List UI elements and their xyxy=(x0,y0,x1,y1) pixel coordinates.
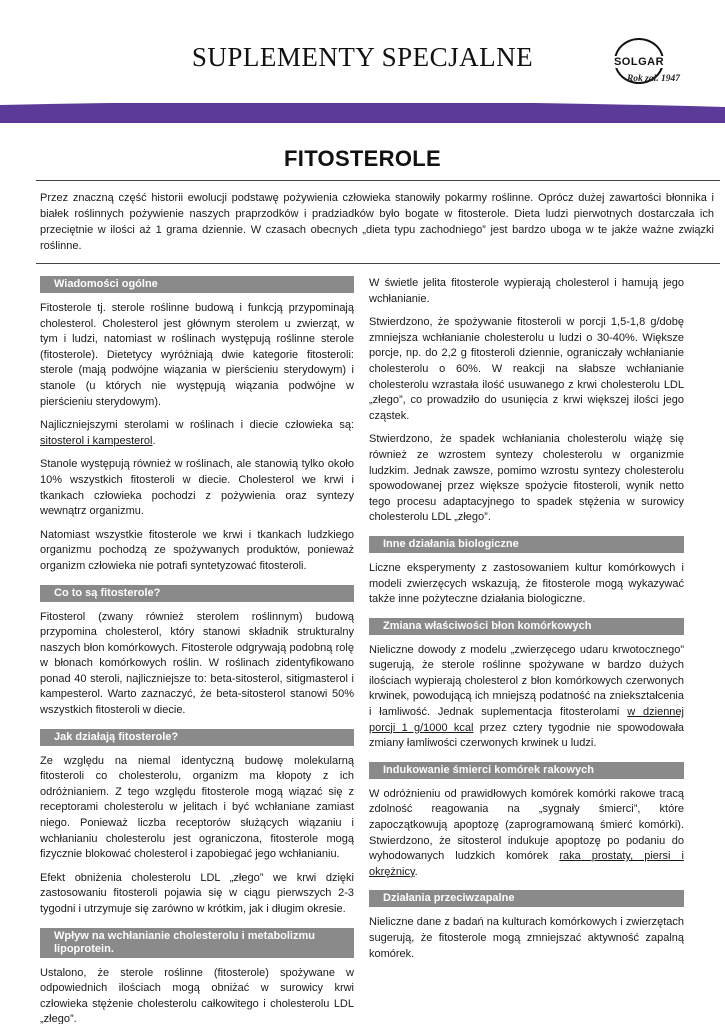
page-title: FITOSTEROLE xyxy=(284,146,441,171)
left-column xyxy=(40,276,354,1024)
paragraph: Fitosterole tj. sterole roślinne budową i funkcją przypominają cholesterol. Cholesterol jest głównym sterolem u zwierząt, w tym i ludzi, natomiast w roślinach występują roślinne sterole (fitosterole). Dietetycy wyróżniają dwie kategorie fitosteroli: sterole (mają podwójne wiązania w pierścieniu sterydowym) i stanole (u których nie występują wiązania podwójne w pierścieniu sterydowym). xyxy=(40,302,354,408)
section-heading-general: Wiadomości ogólne xyxy=(40,276,354,293)
section-heading-how-work: Jak działają fitosterole? xyxy=(40,729,354,746)
logo-name: SOLGAR xyxy=(610,56,668,68)
link-sitosterol[interactable]: sitosterol i kampesterol xyxy=(40,434,153,447)
solgar-logo xyxy=(598,32,678,92)
header-title: SUPLEMENTY SPECJALNE xyxy=(191,42,534,72)
paragraph: Liczne eksperymenty z zastosowaniem kultur komórkowych i modeli zwierzęcych wskazują, że fitosterole mogą wykazywać także inne pożyteczne działania biologiczne. xyxy=(369,561,684,606)
paragraph: Fitosterol (zwany również sterolem roślinnym) budową przypomina cholesterol, który stanowi składnik strukturalny naszych błon komórkowych. Fitosterole odgrywają podobną rolę w błonach komórkowych roślin. W roślinach zidentyfikowano ponad 40 steroli, najliczniejsze to: beta-sitosterol, sitigmasterol i kampesterol. Warto zaznaczyć, że beta-sitosterol stanowi 50% wszystkich fitosteroli w diecie. xyxy=(40,610,354,717)
title-rule-top xyxy=(36,180,720,181)
header-band xyxy=(0,103,725,123)
paragraph: Ze względu na niemal identyczną budowę molekularną fitosteroli co cholesterolu, organizm ma kłopoty z ich odróżnianiem. Z tego względu fitosterole mogą wiązać się z receptorami cholesterolu w jelitach i być wchłaniane zamiast niego. Ponieważ liczba receptorów służących wiązaniu i wchłanianiu cholesterolu jest ograniczona, fitosterole mogą fizycznie blokować cholesterol i zapobiegać jego wchłanianiu. xyxy=(40,754,354,861)
logo-tagline: Rok zał. 1947 xyxy=(626,74,680,84)
section-heading-what-are: Co to są fitosterole? xyxy=(40,585,354,602)
section-heading-membranes: Zmiana właściwości błon komórkowych xyxy=(369,618,684,635)
section-heading-anti-inflammatory: Działania przeciwzapalne xyxy=(369,890,684,907)
right-column xyxy=(369,276,684,970)
intro-paragraph: Przez znaczną część historii ewolucji podstawę pożywienia człowieka stanowiły pokarmy roślinne. Oprócz dużej zawartości błonnika i białek roślinnych pożywienie naszych praprzodków i pradziadków było bogate w fitosterole. Dieta ludzi pierwotnych dostarczała ich przeciętnie w ilości aż 1 grama dziennie. W czasach obecnych „dieta typu zachodniego” jest bardzo uboga w te jakże ważne związki roślinne. xyxy=(40,192,714,252)
paragraph: W świetle jelita fitosterole wypierają cholesterol i hamują jego wchłanianie. xyxy=(369,277,684,305)
section-heading-absorption: Wpływ na wchłanianie cholesterolu i metabolizmu lipoprotein. xyxy=(40,928,354,958)
section-heading-cancer-cells: Indukowanie śmierci komórek rakowych xyxy=(369,762,684,779)
paragraph: W odróżnieniu od prawidłowych komórek komórki rakowe tracą zdolność reagowania na „sygnały śmierci”, które zapoczątkowują apoptozę (zaprogramowaną śmierć komórki). Stwierdzono, że sitosterol indukuje apoptozę po podaniu do wyhodowanych ludzkich komórek raka prostaty, piersi i okrężnicy. xyxy=(369,787,684,878)
paragraph: Ustalono, że sterole roślinne (fitosterole) spożywane w odpowiednich ilościach mogą obniżać w surowicy krwi człowieka stężenie cholesterolu całkowitego i cholesterolu LDL „złego”. xyxy=(40,966,354,1024)
paragraph: Nieliczne dowody z modelu „zwierzęcego udaru krwotocznego” sugerują, że sterole roślinne spożywane w bardzo dużych ilościach wypierają cholesterol z błon komórkowych czerwonych krwinek, powodującą ich mniejszą podatność na zniekształcenia i łamliwość. Jednak suplementacja fitosterolami w dziennej porcji 1 g/1000 kcal przez cztery tygodnie nie spowodowała zmiany łamliwości czerwonych krwinek u ludzi. xyxy=(369,643,684,750)
paragraph: Najliczniejszymi sterolami w roślinach i diecie człowieka są: sitosterol i kampesterol. xyxy=(40,419,354,447)
link-daily-dose[interactable]: w dziennej porcji 1 g/1000 kcal xyxy=(369,706,684,734)
paragraph: Stwierdzono, że spożywanie fitosteroli w porcji 1,5-1,8 g/dobę zmniejsza wchłanianie cholesterolu u ludzi o 30-40%. Większe porcje, np. do 2,2 g fitosteroli dziennie, ograniczały wchłanianie cholesterolu o 60%. W reakcji na słabsze wchłanianie cholesterolu wzrastała ilość usuwanego z krwi cholesterolu LDL „złego”, co prowadziło do usunięcia z krwi większej ilości jego cząstek. xyxy=(369,316,684,422)
paragraph: Efekt obniżenia cholesterolu LDL „złego” we krwi dzięki zastosowaniu fitosteroli pojawia się w ciągu pierwszych 2-3 tygodni i utrzymuje się zarówno w krótkim, jak i długim okresie. xyxy=(40,871,354,915)
paragraph: Natomiast wszystkie fitosterole we krwi i tkankach ludzkiego organizmu pochodzą ze spożywanych produktów, ponieważ organizm człowieka nie potrafi syntetyzować fitosteroli. xyxy=(40,528,354,572)
paragraph: Stwierdzono, że spadek wchłaniania cholesterolu wiążę się również ze wzrostem syntezy cholesterolu w organizmie ludzkim. Jednak zawsze, pomimo wzrostu syntezy cholesterolu spowodowanej przez większe spożycie fitosteroli, wynik netto tego procesu adaptacyjnego to spadek stężenia w surowicy cholesterolu LDL „złego”. xyxy=(369,433,684,524)
paragraph: Stanole występują również w roślinach, ale stanowią tylko około 10% wszystkich fitosteroli w diecie. Cholesterol we krwi i tkankach człowieka pochodzi z pożywienia oraz syntezy wewnątrz organizmu. xyxy=(40,458,354,518)
intro-rule-bottom xyxy=(36,263,720,264)
section-heading-other-effects: Inne działania biologiczne xyxy=(369,536,684,553)
paragraph: Nieliczne dane z badań na kulturach komórkowych i zwierzętach sugerują, że fitosterole mogą zmniejszać aktywność zapalną komórek. xyxy=(369,916,684,960)
link-cancers[interactable]: raka prostaty, piersi i okrężnicy xyxy=(369,850,684,878)
